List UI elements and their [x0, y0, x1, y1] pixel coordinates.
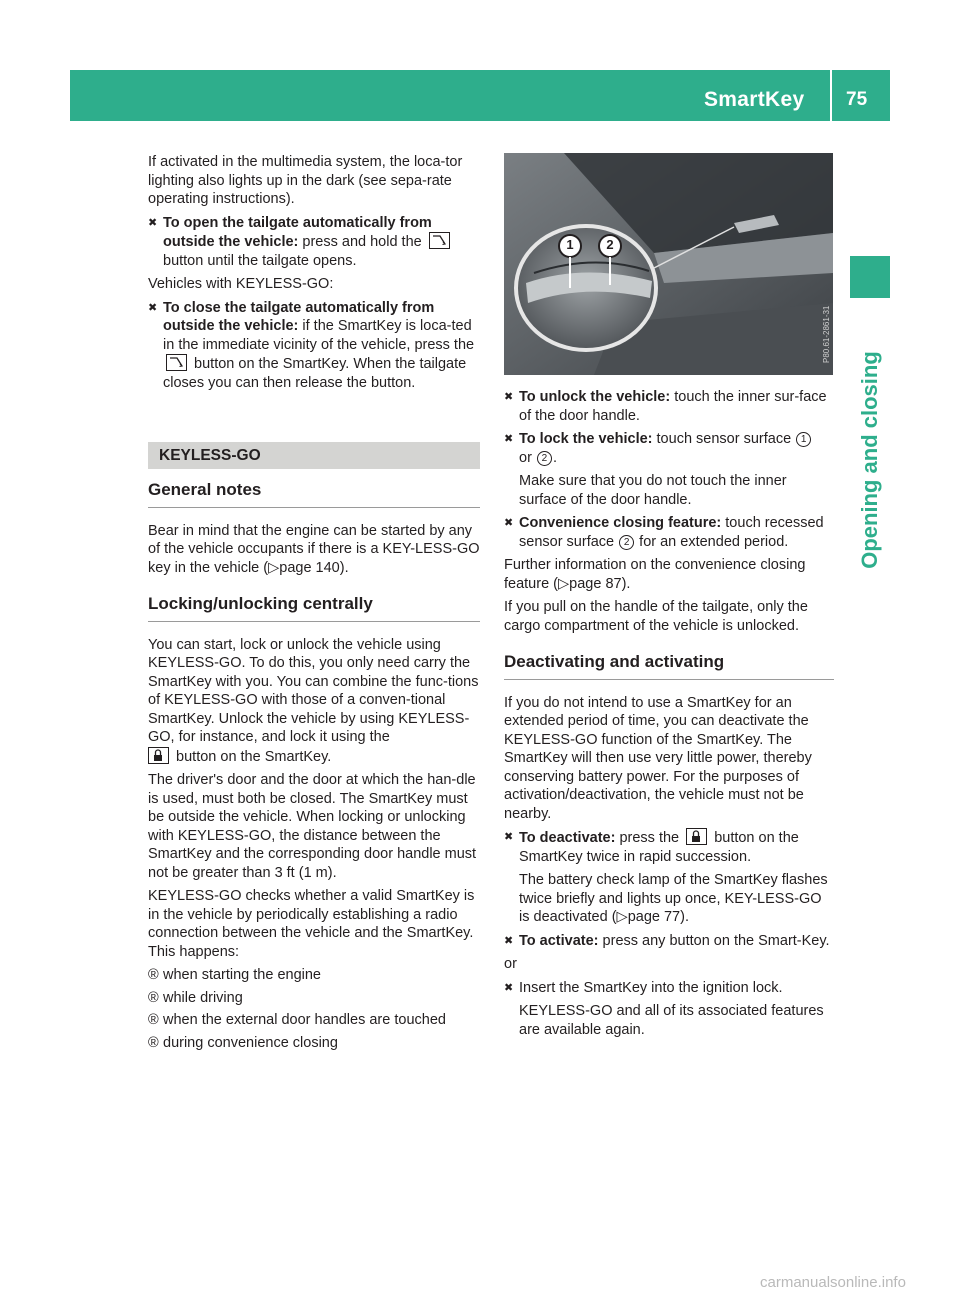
intro-paragraph: If activated in the multimedia system, the loca-tor lighting also lights up in the dark (see sepa-rate operating instructions). [148, 154, 463, 207]
pull-handle-paragraph: If you pull on the handle of the tailgate, only the cargo compartment of the vehicle is unlocked. [504, 599, 808, 634]
lock-button-icon [686, 828, 707, 845]
step-activate [504, 932, 834, 951]
step-close-tailgate [148, 299, 480, 393]
step-text: touch sensor surface [656, 431, 792, 447]
step-insert-smartkey [504, 979, 834, 998]
step-text: button on the SmartKey. When the tailgate closes you can then release the button. [163, 356, 467, 391]
step-bold: To lock the vehicle: [519, 431, 653, 447]
list-item: ® during convenience closing [148, 1034, 338, 1051]
step-note: The battery check lamp of the SmartKey flashes twice briefly and lights up once, KEY-LESS-GO is deactivated (▷page 77). [519, 872, 828, 925]
page-ref-arrow-icon: ▷ [616, 909, 628, 925]
step-arrow-icon: ✖ [504, 934, 514, 947]
step-bold: To close the tailgate automatically from outside the vehicle: [163, 299, 435, 334]
header-divider [830, 70, 832, 121]
step-unlock-vehicle [504, 388, 834, 425]
general-notes-paragraph: Bear in mind that the engine can be started by any of the vehicle occupants if there is a KEY-LESS-GO key in the vehicle (▷page 140). [148, 522, 480, 576]
left-column [148, 153, 480, 1056]
page-ref-arrow-icon: ▷ [268, 559, 280, 576]
sensor-surface-2-icon: 2 [619, 535, 634, 550]
step-text: button on the SmartKey twice in rapid succession. [519, 830, 799, 865]
page-header-title: SmartKey [704, 88, 805, 111]
page-number: 75 [846, 89, 868, 110]
step-arrow-icon: ✖ [504, 517, 514, 529]
step-text: press and hold the [302, 234, 422, 250]
list-item: ® when the external door handles are touched [148, 1012, 446, 1028]
step-arrow-icon: ✖ [148, 301, 158, 314]
heading-general-notes: General notes [148, 481, 480, 508]
step-arrow-icon: ✖ [504, 981, 514, 994]
sensor-surface-1-icon: 1 [796, 432, 811, 447]
step-bold: Convenience closing feature: [519, 515, 722, 531]
step-arrow-icon: ✖ [504, 433, 514, 445]
step-bold: To unlock the vehicle: [519, 389, 671, 405]
step-note: Make sure that you do not touch the inner surface of the door handle. [519, 473, 787, 508]
step-text: touch recessed sensor surface [519, 515, 824, 550]
tailgate-button-icon [166, 354, 187, 371]
figure-code: P80.61-2861-31 [822, 305, 831, 363]
page-reference-link[interactable]: page 140 [279, 559, 340, 576]
step-text: button until the tailgate opens. [163, 252, 357, 269]
step-lock-vehicle: ✖ To lock the vehicle: touch sensor surface 1 or 2 . [504, 430, 834, 467]
further-info-paragraph: Further information on the convenience closing feature (▷page 87). [504, 557, 806, 592]
step-open-tailgate [148, 214, 480, 271]
step-note: KEYLESS-GO and all of its associated features are available again. [519, 1003, 824, 1038]
step-text: if the SmartKey is loca-ted in the immediate vicinity of the vehicle, press the [163, 318, 475, 353]
callout-2: 2 [606, 237, 614, 252]
step-text: Insert the SmartKey into the ignition lock. [519, 979, 783, 996]
step-bold: To activate: [519, 932, 599, 949]
step-text: for an extended period. [639, 533, 789, 550]
bullet-icon: ® [148, 989, 159, 1006]
bullet-icon: ® [148, 967, 159, 983]
step-deactivate [504, 828, 834, 866]
list-item: ® while driving [148, 989, 243, 1006]
lock-button-icon [148, 747, 169, 764]
bullet-icon: ® [148, 1034, 159, 1051]
watermark: carmanualsonline.info [760, 1274, 906, 1291]
step-arrow-icon: ✖ [148, 216, 158, 229]
deactivation-intro: If you do not intend to use a SmartKey for an extended period of time, you can deactivate the KEYLESS-GO function of the SmartKey. The SmartKey will then use very little power, thereby conserving battery power. For the purposes of activation/deactivation, the vehicle must not be nearby. [504, 694, 812, 822]
list-item: ® when starting the engine [148, 967, 321, 983]
bullet-icon: ® [148, 1012, 159, 1028]
chapter-tab-marker [850, 256, 890, 298]
chapter-tab-label: Opening and closing [857, 351, 882, 569]
keyless-vehicles-label: Vehicles with KEYLESS-GO: [148, 276, 334, 292]
page-reference-link[interactable]: page 87 [569, 575, 622, 592]
step-bold: To deactivate: [519, 830, 616, 846]
step-arrow-icon: ✖ [504, 391, 514, 403]
locking-paragraph-3: KEYLESS-GO checks whether a valid SmartKey is in the vehicle by periodically establishing a radio connection between the vehicle and the SmartKey. This happens: [148, 888, 475, 960]
step-arrow-icon: ✖ [504, 831, 514, 843]
step-text: press the [619, 830, 680, 846]
section-title-bar: KEYLESS-GO [148, 442, 480, 469]
or-separator: or [504, 956, 517, 972]
sensor-surface-2-icon: 2 [537, 451, 552, 466]
step-convenience-closing [504, 514, 834, 551]
callout-1: 1 [566, 237, 574, 252]
heading-locking-unlocking: Locking/unlocking centrally [148, 595, 480, 622]
heading-deactivating-activating: Deactivating and activating [504, 653, 834, 680]
step-bold: To open the tailgate automatically from outside the vehicle: [163, 214, 432, 250]
page-ref-arrow-icon: ▷ [558, 575, 570, 592]
tailgate-button-icon [429, 232, 450, 249]
locking-paragraph-2: The driver's door and the door at which the han-dle is used, must both be closed. The SmartKey must be outside the vehicle. When locking or unlocking with KEYLESS-GO, the distance between the SmartKey and the corresponding door handle must not be greater than 3 ft (1 m). [148, 772, 477, 881]
page-reference-link[interactable]: page 77 [627, 909, 681, 925]
step-text: press any button on the Smart-Key. [602, 932, 830, 949]
locking-paragraph-1: You can start, lock or unlock the vehicle using KEYLESS-GO. To do this, you only need carry the SmartKey with you. You can combine the func-tions of KEYLESS-GO with those of a conven-tional SmartKey. Unlock the vehicle by using KEYLESS-GO, for instance, and lock it using the button on the SmartKey. [148, 636, 479, 765]
door-handle-figure [504, 153, 833, 375]
step-text: touch the inner sur-face of the door handle. [519, 389, 827, 424]
right-column [504, 388, 834, 1044]
